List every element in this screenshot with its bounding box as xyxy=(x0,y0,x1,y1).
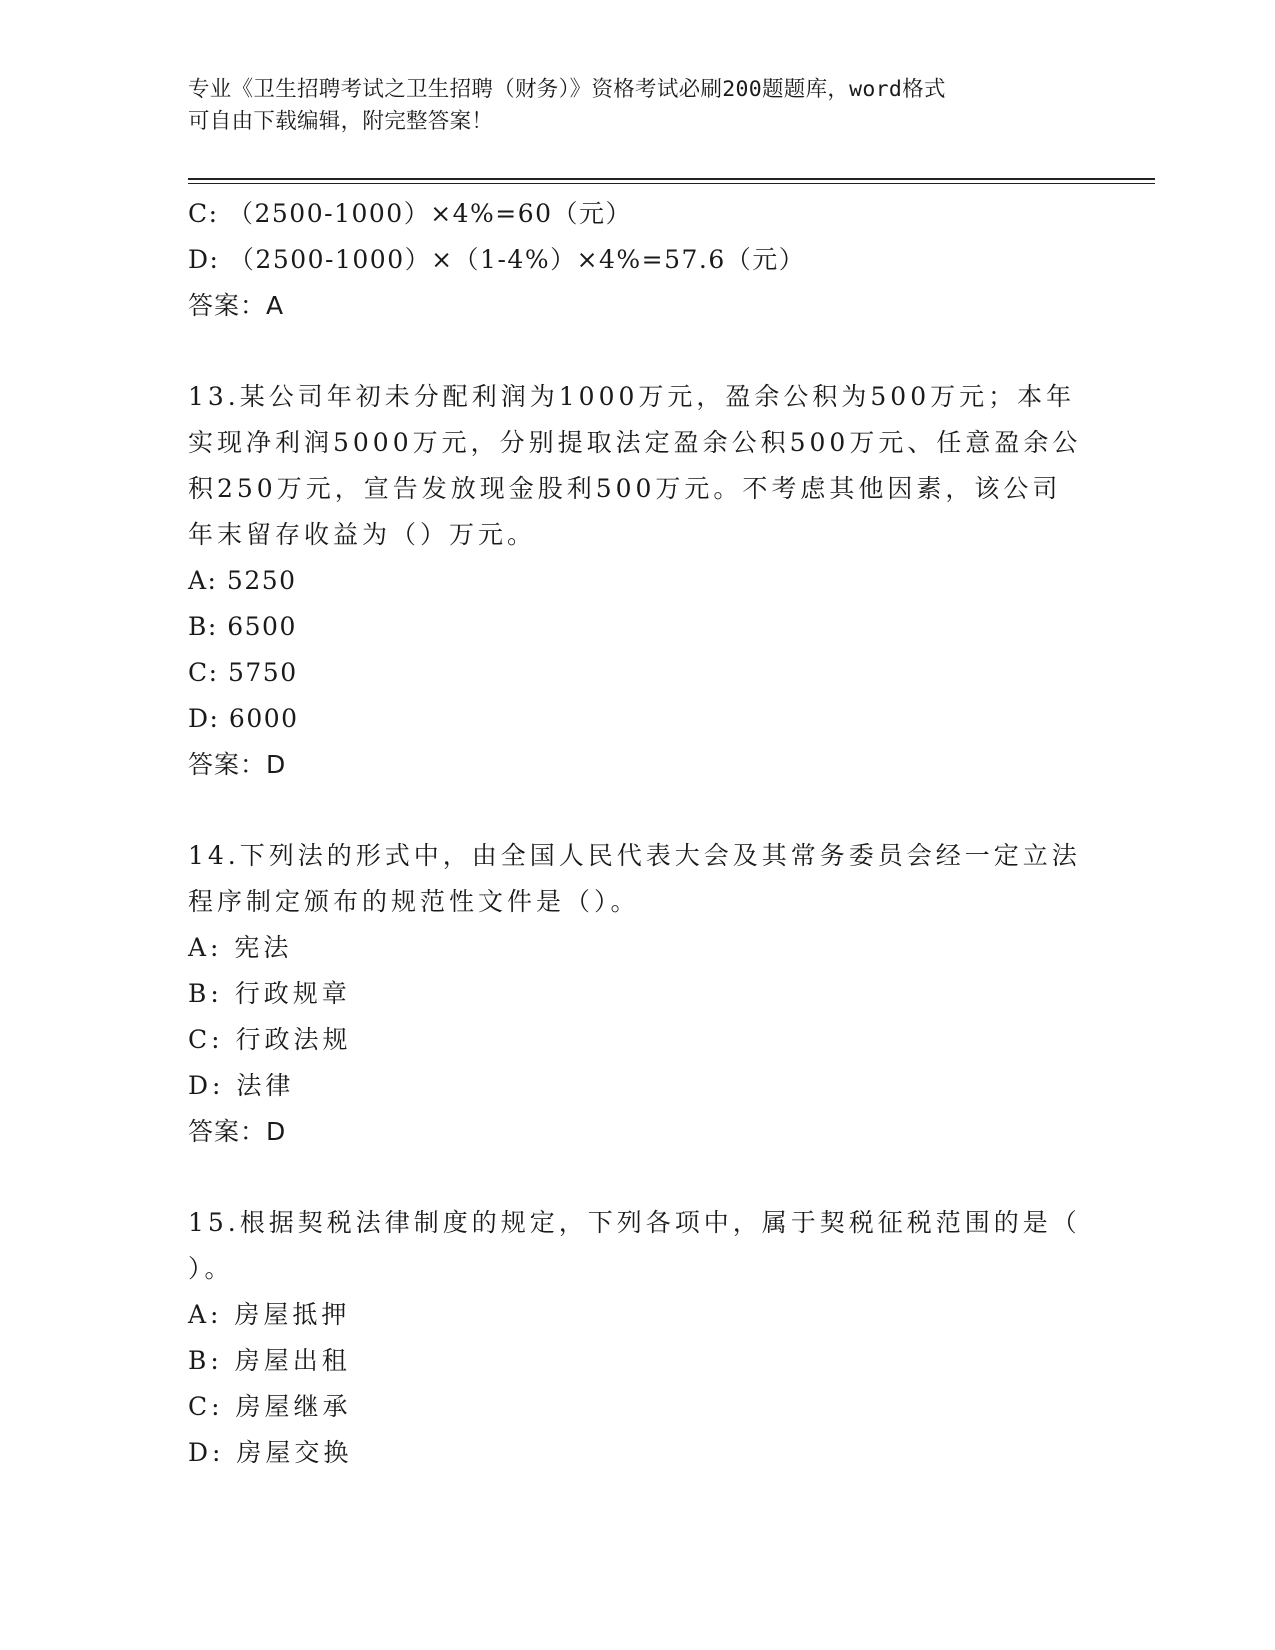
header-line-1: 专业《卫生招聘考试之卫生招聘（财务）》资格考试必刷200题题库，word格式 xyxy=(188,77,946,102)
option-b: B: 6500 xyxy=(188,612,297,641)
option-c: C: 5750 xyxy=(188,658,298,687)
option-a: A: 宪法 xyxy=(188,933,293,962)
prev-question xyxy=(188,191,1088,329)
option-b: B: 行政规章 xyxy=(188,979,351,1008)
option-c: C: （2500-1000）×4%=60（元） xyxy=(188,199,633,228)
header-rule-thin xyxy=(188,183,1155,184)
question-stem-line: 15.根据契税法律制度的规定，下列各项中，属于契税征税范围的是（ xyxy=(188,1208,1081,1237)
question-content xyxy=(188,191,1088,1476)
question-13 xyxy=(188,374,1088,788)
question-stem-line: 13.某公司年初未分配利润为1000万元，盈余公积为500万元；本年 xyxy=(188,382,1076,411)
option-d: D: 6000 xyxy=(188,704,299,733)
document-header xyxy=(188,74,1088,138)
question-stem-line: 积250万元，宣告发放现金股利500万元。不考虑其他因素，该公司 xyxy=(188,474,1062,503)
answer-line: 答案：D xyxy=(188,1117,287,1146)
option-d: D: 房屋交换 xyxy=(188,1438,353,1467)
question-stem-line: 14.下列法的形式中，由全国人民代表大会及其常务委员会经一定立法 xyxy=(188,841,1081,870)
question-15 xyxy=(188,1200,1088,1476)
option-d: D: 法律 xyxy=(188,1071,295,1100)
option-a: A: 房屋抵押 xyxy=(188,1300,351,1329)
spacer xyxy=(188,788,1088,833)
question-stem-line: 实现净利润5000万元，分别提取法定盈余公积500万元、任意盈余公 xyxy=(188,428,1082,457)
answer-line: 答案：A xyxy=(188,291,285,320)
question-stem-line: 程序制定颁布的规范性文件是（）。 xyxy=(188,887,640,916)
option-d: D: （2500-1000）×（1-4%）×4%=57.6（元） xyxy=(188,245,806,274)
option-c: C: 行政法规 xyxy=(188,1025,352,1054)
spacer xyxy=(188,329,1088,374)
question-stem-line: ）。 xyxy=(188,1254,234,1283)
question-stem-line: 年末留存收益为（）万元。 xyxy=(188,520,537,549)
question-14 xyxy=(188,833,1088,1155)
option-a: A: 5250 xyxy=(188,566,297,595)
option-b: B: 房屋出租 xyxy=(188,1346,351,1375)
header-line-2: 可自由下载编辑，附完整答案！ xyxy=(188,109,494,134)
header-rule-thick xyxy=(188,178,1155,180)
option-c: C: 房屋继承 xyxy=(188,1392,352,1421)
answer-line: 答案：D xyxy=(188,750,287,779)
spacer xyxy=(188,1155,1088,1200)
